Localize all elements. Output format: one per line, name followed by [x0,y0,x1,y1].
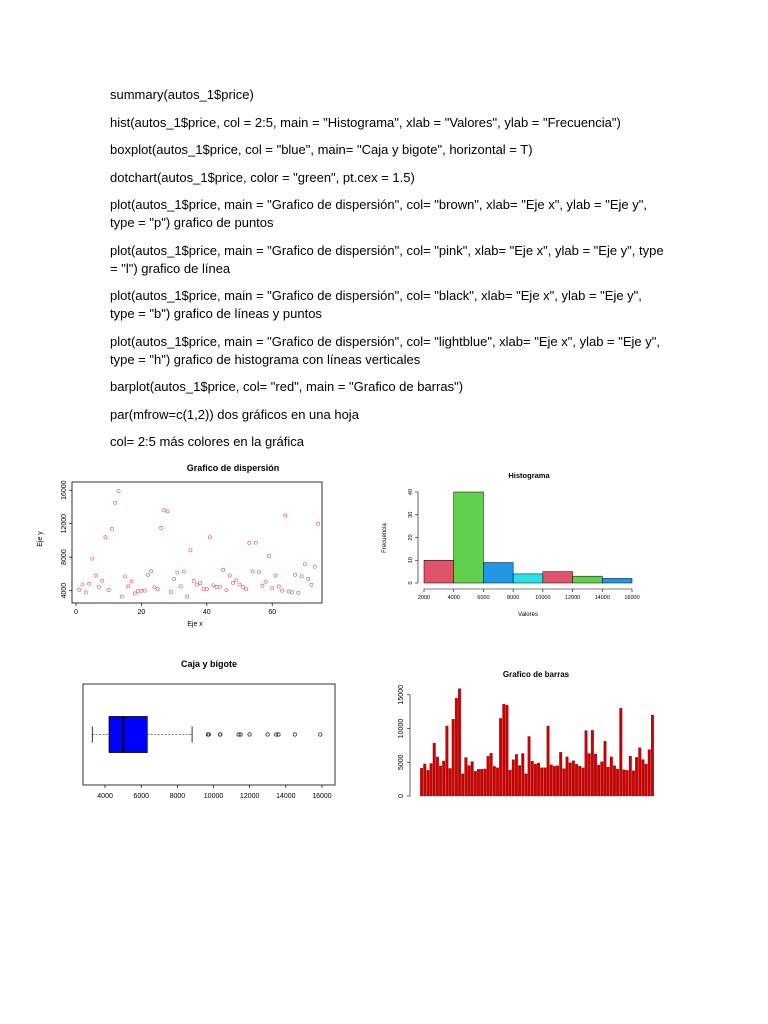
y-tick-label: 30 [408,511,414,518]
hist-bar [454,492,484,583]
scatter-point [297,591,300,594]
bar [477,769,480,796]
bar [626,770,629,796]
scatter-point [307,577,310,580]
box-outlier [219,733,222,736]
scatter-point [130,580,133,583]
scatter-point [189,549,192,552]
y-tick-label: 0 [408,581,414,585]
scatter-point [264,580,267,583]
box-outlier [266,733,269,736]
bar [632,771,635,796]
bar [534,764,537,796]
code-line: dotchart(autos_1$price, color = "green", pt.cex = 1.5) [110,169,415,185]
y-tick-label: 10 [408,557,414,564]
scatter-point [91,557,94,560]
scatter-point [87,582,90,585]
scatter-point [261,584,264,587]
scatter-point [81,583,84,586]
scatter-point [212,584,215,587]
y-tick-label: 0 [398,794,405,798]
bar [515,754,518,796]
bar [582,768,585,796]
scatter-point [78,588,81,591]
scatter-point [117,489,120,492]
hist-ylabel: Frecuencia [382,523,388,553]
code-line: plot(autos_1$price, main = "Grafico de dispersión", col= "black", xlab= "Eje x", ylab = "Eje y", type = "b") grafico de líneas y puntos [110,288,642,321]
bar [547,726,550,796]
bar [607,767,610,796]
bar [597,765,600,796]
bar [465,757,468,796]
scatter-point [97,585,100,588]
box-outlier [319,733,322,736]
bar [528,737,531,796]
y-tick-label: 8000 [61,549,68,565]
bar [610,757,613,796]
bar [642,760,645,796]
y-tick-label: 16000 [61,480,68,500]
scatter-point [120,595,123,598]
scatter-point [316,522,319,525]
bar [420,768,423,796]
scatter-point [251,570,254,573]
bar [591,730,594,796]
scatter-point [208,536,211,539]
bar [449,768,452,796]
scatter-chart [38,455,338,633]
scatter-point [192,579,195,582]
scatter-frame [72,482,322,603]
boxplot-chart [38,650,348,820]
scatter-point [225,589,228,592]
code-line: barplot(autos_1$price, col= "red", main = "Grafico de barras") [110,379,464,394]
y-tick-label: 20 [408,534,414,541]
scatter-point [290,591,293,594]
histogram-chart [370,462,660,622]
bar [635,757,638,796]
hist-bar [573,576,603,583]
bar [620,708,623,796]
box-body [109,717,147,753]
bar [569,763,572,796]
scatter-point [176,571,179,574]
x-tick-label: 4000 [97,793,113,800]
scatter-point [294,573,297,576]
scatter-point [310,583,313,586]
bar [490,753,493,796]
bar [423,764,426,796]
scatter-point [140,589,143,592]
bar [468,766,471,796]
scatter-point [258,570,261,573]
scatter-point [254,541,257,544]
scatter-point [241,585,244,588]
bar [521,753,524,796]
scatter-point [218,585,221,588]
bar [461,774,464,796]
bar [446,726,449,796]
scatter-point [238,583,241,586]
bar [430,763,433,796]
bar [499,718,502,796]
scatter-point [169,590,172,593]
bar [540,768,543,796]
scatter-point [271,587,274,590]
x-tick-label: 10000 [203,793,224,800]
code-line: plot(autos_1$price, main = "Grafico de dispersión", col= "lightblue", xlab= "Eje x", ylab = "Eje y", type = "h") grafico de histograma con líneas verticales [110,333,660,367]
y-tick-label: 40 [408,488,414,496]
x-tick-label: 14000 [594,595,610,601]
scatter-point [166,510,169,513]
y-tick-label: 4000 [61,582,68,599]
bars-title: Grafico de barras [502,670,570,679]
scatter-point [163,509,166,512]
scatter-xlabel: Eje x [187,621,203,628]
scatter-point [202,588,205,591]
scatter-point [137,589,140,592]
box-outlier [293,733,296,736]
scatter-point [248,541,251,544]
bar [455,698,458,796]
hist-xlabel: Valores [518,612,538,618]
x-tick-label: 12000 [239,793,260,800]
y-tick-label: 15000 [398,685,405,705]
hist-bar [483,563,513,583]
bar [645,764,648,796]
scatter-point [215,585,218,588]
code-line: plot(autos_1$price, main = "Grafico de dispersión", col= "brown", xlab= "Eje x", ylab = "Eje y", type = "p") grafico de puntos [110,197,647,230]
x-tick-label: 16000 [312,793,332,800]
bar [458,689,461,796]
bar [553,766,556,796]
y-tick-label: 10000 [398,718,405,739]
bar [531,761,534,796]
x-tick-label: 40 [202,609,211,616]
scatter-point [101,579,104,582]
scatter-point [313,565,316,568]
x-tick-label: 6000 [133,793,150,800]
x-tick-label: 60 [268,609,277,616]
y-tick-label: 12000 [61,513,68,534]
bar [509,770,512,796]
scatter-point [156,587,159,590]
scatter-ylabel: Eje y [37,531,44,547]
scatter-point [274,574,277,577]
bar [629,756,632,796]
bar [566,757,569,796]
bar [601,762,604,796]
x-tick-label: 0 [74,609,78,616]
x-tick-label: 8000 [169,793,186,800]
bar [616,769,619,796]
bar [537,763,540,796]
hist-bar [602,578,632,583]
y-tick-label: 5000 [398,754,405,771]
hist-bar [543,572,573,583]
scatter-point [150,569,153,572]
code-line: boxplot(autos_1$price, col = "blue", main= "Caja y bigote", horizontal = T) [110,142,533,157]
scatter-point [104,536,107,539]
scatter-point [146,573,149,576]
scatter-point [182,570,185,573]
x-tick-label: 16000 [624,595,640,601]
code-line: summary(autos_1$price) [110,87,254,102]
bar [550,765,553,796]
box-outlier [248,733,251,736]
x-tick-label: 20 [137,609,146,616]
bar [544,768,547,796]
bar [594,754,597,796]
bar [623,770,626,796]
bar [575,764,578,796]
code-notes [110,86,670,461]
x-tick-label: 8000 [507,595,520,601]
bar [572,761,575,796]
scatter-point [228,574,231,577]
box-outlier [239,733,242,736]
bar [493,766,496,796]
scatter-point [107,588,110,591]
scatter-point [114,501,117,504]
scatter-title: Grafico de dispersión [186,463,280,473]
box-outlier [277,733,280,736]
scatter-point [84,591,87,594]
scatter-point [205,587,208,590]
bar [512,760,515,796]
bar [496,768,499,796]
hist-bar [513,574,543,583]
bar [427,770,430,796]
x-tick-label: 10000 [535,595,551,601]
scatter-point [173,577,176,580]
scatter-point [287,590,290,593]
bar [503,704,506,796]
bar [638,748,641,796]
hist-title: Histograma [508,471,550,480]
code-line: plot(autos_1$price, main = "Grafico de dispersión", col= "pink", xlab= "Eje x", ylab = "Eje y", type = "l") grafico de línea [110,242,664,276]
scatter-point [277,585,280,588]
bar [439,766,442,796]
bar [556,766,559,796]
bar [588,754,591,796]
scatter-point [244,588,247,591]
scatter-point [235,579,238,582]
scatter-point [94,574,97,577]
hist-bar [424,560,454,583]
scatter-point [300,575,303,578]
bar [484,769,487,796]
scatter-point [127,585,130,588]
bar [518,766,521,796]
barplot-chart [378,660,678,810]
bar [559,752,562,796]
bar [563,769,566,796]
scatter-point [222,568,225,571]
scatter-point [195,583,198,586]
bar [487,756,490,796]
box-title: Caja y bigote [180,659,238,669]
bar [613,766,616,796]
scatter-point [123,575,126,578]
code-line: col= 2:5 más colores en la gráfica [110,434,305,449]
scatter-point [159,526,162,529]
scatter-point [110,527,113,530]
bar [436,757,439,796]
bar [578,766,581,796]
code-line: hist(autos_1$price, col = 2:5, main = "Histograma", xlab = "Valores", ylab = "Frecuencia") [110,114,621,130]
scatter-point [179,585,182,588]
scatter-point [186,595,189,598]
scatter-point [199,582,202,585]
x-tick-label: 2000 [417,595,431,601]
code-line: par(mfrow=c(1,2)) dos gráficos en una hoja [110,406,359,422]
x-tick-label: 14000 [276,793,296,800]
scatter-point [133,592,136,595]
bar [474,771,477,796]
bar [433,743,436,796]
bar [506,705,509,796]
bar [471,762,474,796]
scatter-point [153,586,156,589]
scatter-point [303,563,306,566]
bar [442,761,445,796]
bar [525,774,528,796]
scatter-point [143,589,146,592]
bar [585,731,588,796]
scatter-point [280,589,283,592]
bar [651,715,654,796]
bar [480,769,483,796]
x-tick-label: 12000 [564,595,581,601]
scatter-point [231,581,234,584]
x-tick-label: 6000 [477,595,490,601]
x-tick-label: 4000 [447,595,460,601]
scatter-point [284,514,287,517]
scatter-point [267,554,270,557]
bar [648,750,651,796]
bar [452,719,455,796]
bar [604,741,607,796]
